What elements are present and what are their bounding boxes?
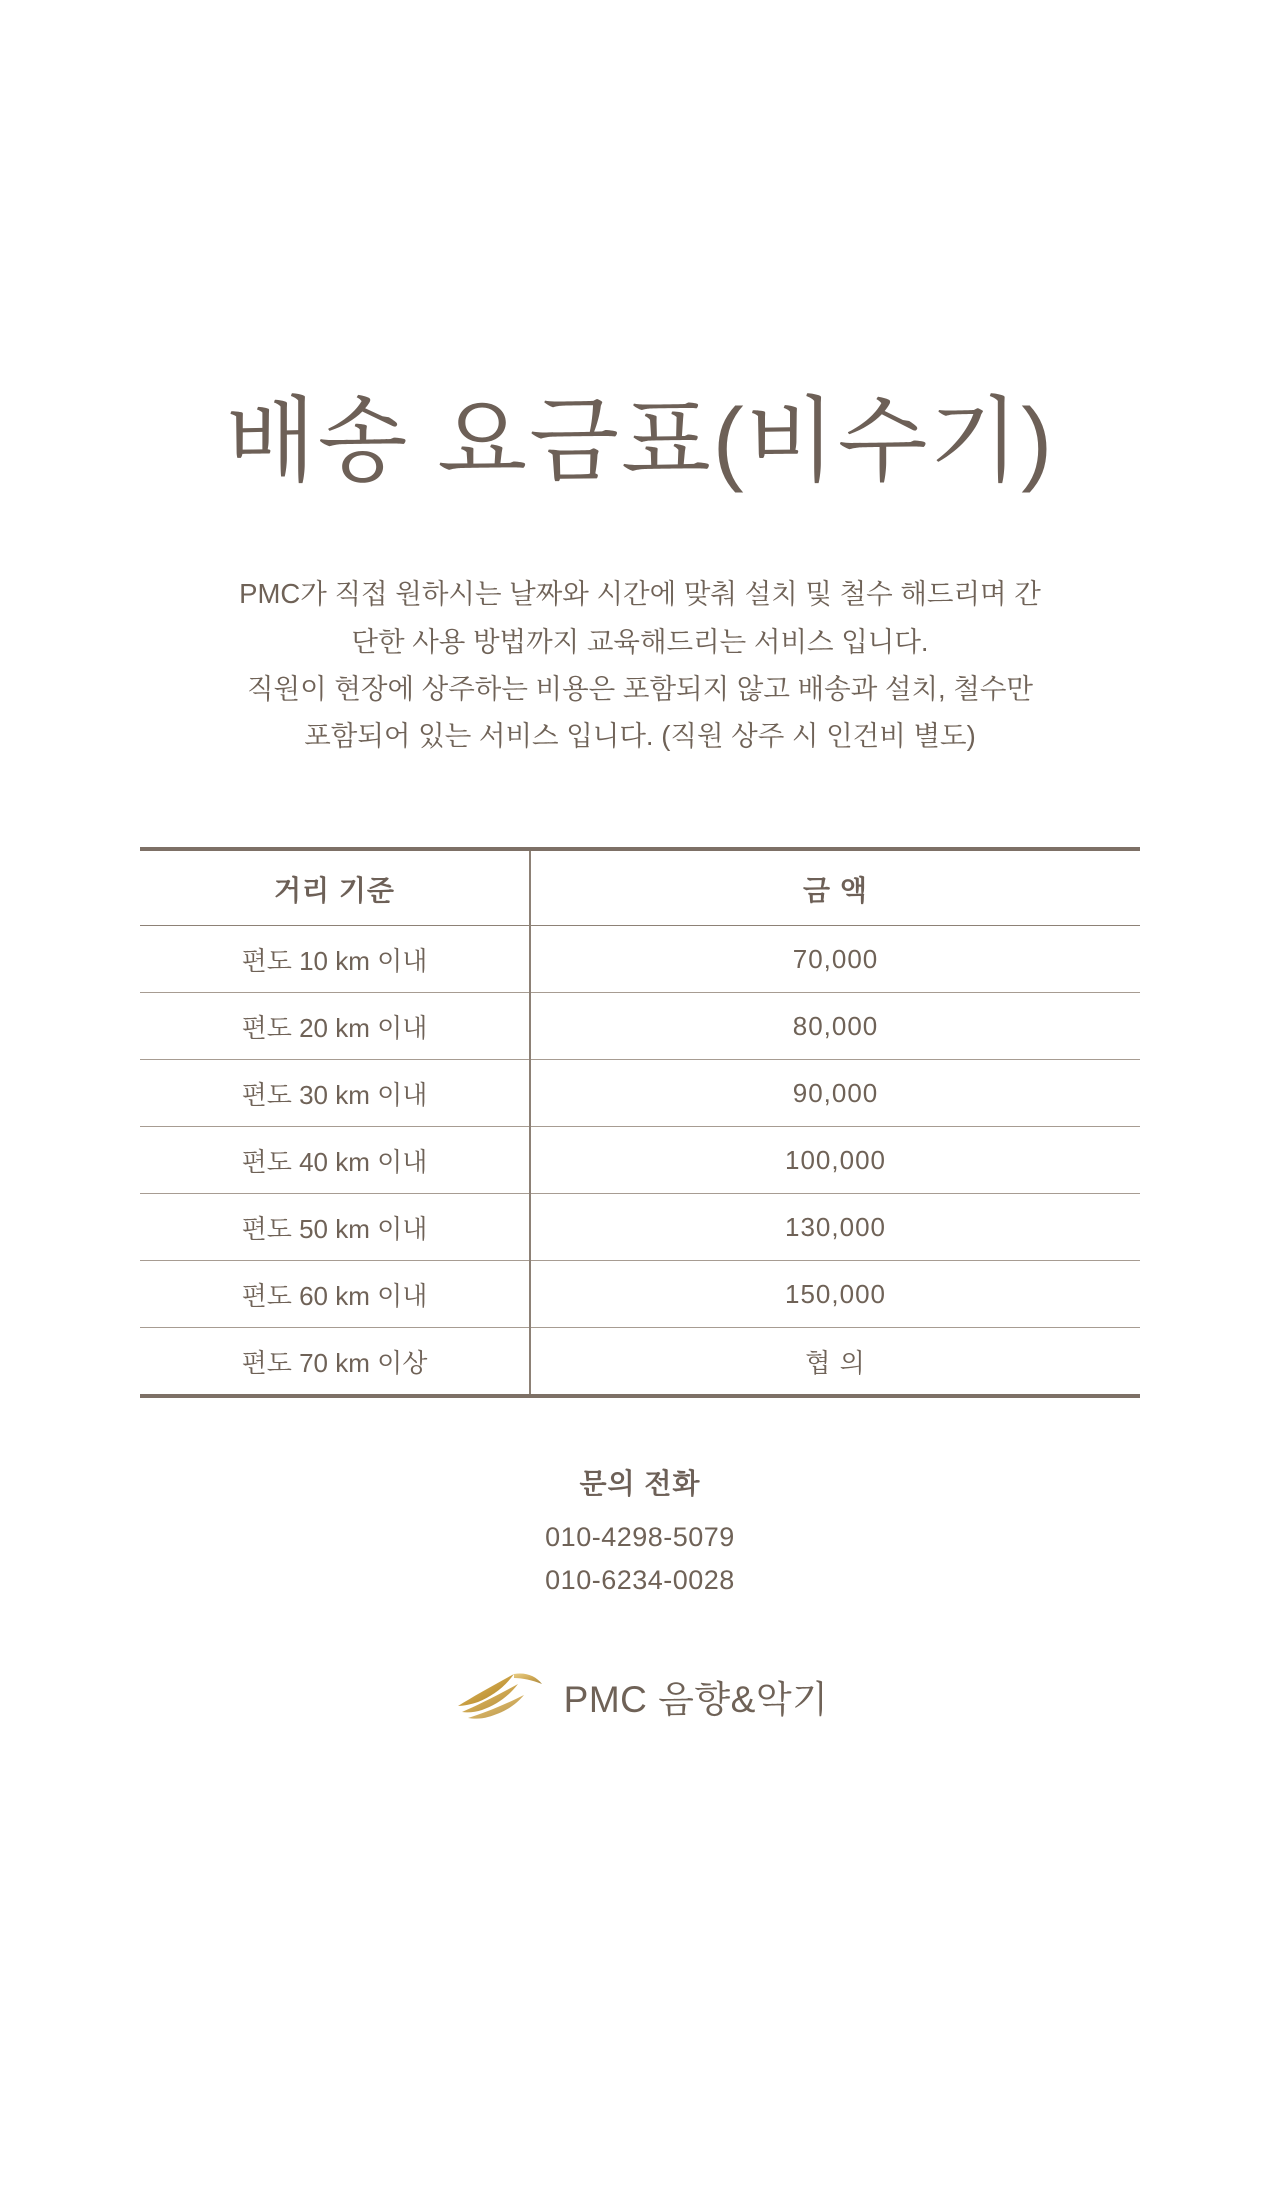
cell-distance: 편도 70 km 이상 [140,1328,530,1395]
intro-line: 직원이 현장에 상주하는 비용은 포함되지 않고 배송과 설치, 철수만 [246,672,1034,704]
cell-amount: 80,000 [530,993,1140,1060]
column-header-distance: 거리 기준 [140,849,530,926]
table-row [140,1328,1140,1395]
cell-distance: 편도 30 km 이내 [140,1060,530,1127]
table-bottom-rule [140,1394,1140,1398]
contact-phone-1[interactable]: 010-4298-5079 [545,1522,735,1553]
cell-amount: 100,000 [530,1127,1140,1194]
table-header-row [140,849,1140,926]
cell-distance: 편도 10 km 이내 [140,926,530,993]
table-body [140,926,1140,1395]
cell-distance: 편도 50 km 이내 [140,1194,530,1261]
contact-block [0,1462,1280,1596]
cell-distance: 편도 60 km 이내 [140,1261,530,1328]
rate-table [140,847,1140,1394]
golden-wing-icon [452,1666,548,1726]
page-title: 배송 요금표(비수기) [225,389,1055,493]
table-row [140,1060,1140,1127]
table-row [140,1127,1140,1194]
intro-line: 단한 사용 방법까지 교육해드리는 서비스 입니다. [351,625,929,657]
table-row [140,1261,1140,1328]
cell-amount: 70,000 [530,926,1140,993]
contact-phone-2[interactable]: 010-6234-0028 [545,1565,735,1596]
brand-name: PMC 음향&악기 [563,1679,829,1721]
contact-label: 문의 전화 [579,1468,701,1500]
intro-line: PMC가 직접 원하시는 날짜와 시간에 맞춰 설치 및 철수 해드리며 간 [239,578,1041,610]
table-head [140,849,1140,926]
cell-distance: 편도 20 km 이내 [140,993,530,1060]
column-header-amount: 금 액 [803,875,868,907]
cell-amount: 150,000 [530,1261,1140,1328]
table-row [140,1194,1140,1261]
cell-distance: 편도 40 km 이내 [140,1127,530,1194]
rate-table-wrapper [140,847,1140,1398]
intro-line: 포함되어 있는 서비스 입니다. (직원 상주 시 인건비 별도) [304,720,976,752]
cell-amount: 130,000 [530,1194,1140,1261]
intro-paragraph [160,492,1120,759]
brand-block [0,1666,1280,1726]
table-row [140,993,1140,1060]
cell-amount: 90,000 [530,1060,1140,1127]
table-row [140,926,1140,993]
cell-amount: 협 의 [805,1348,866,1379]
